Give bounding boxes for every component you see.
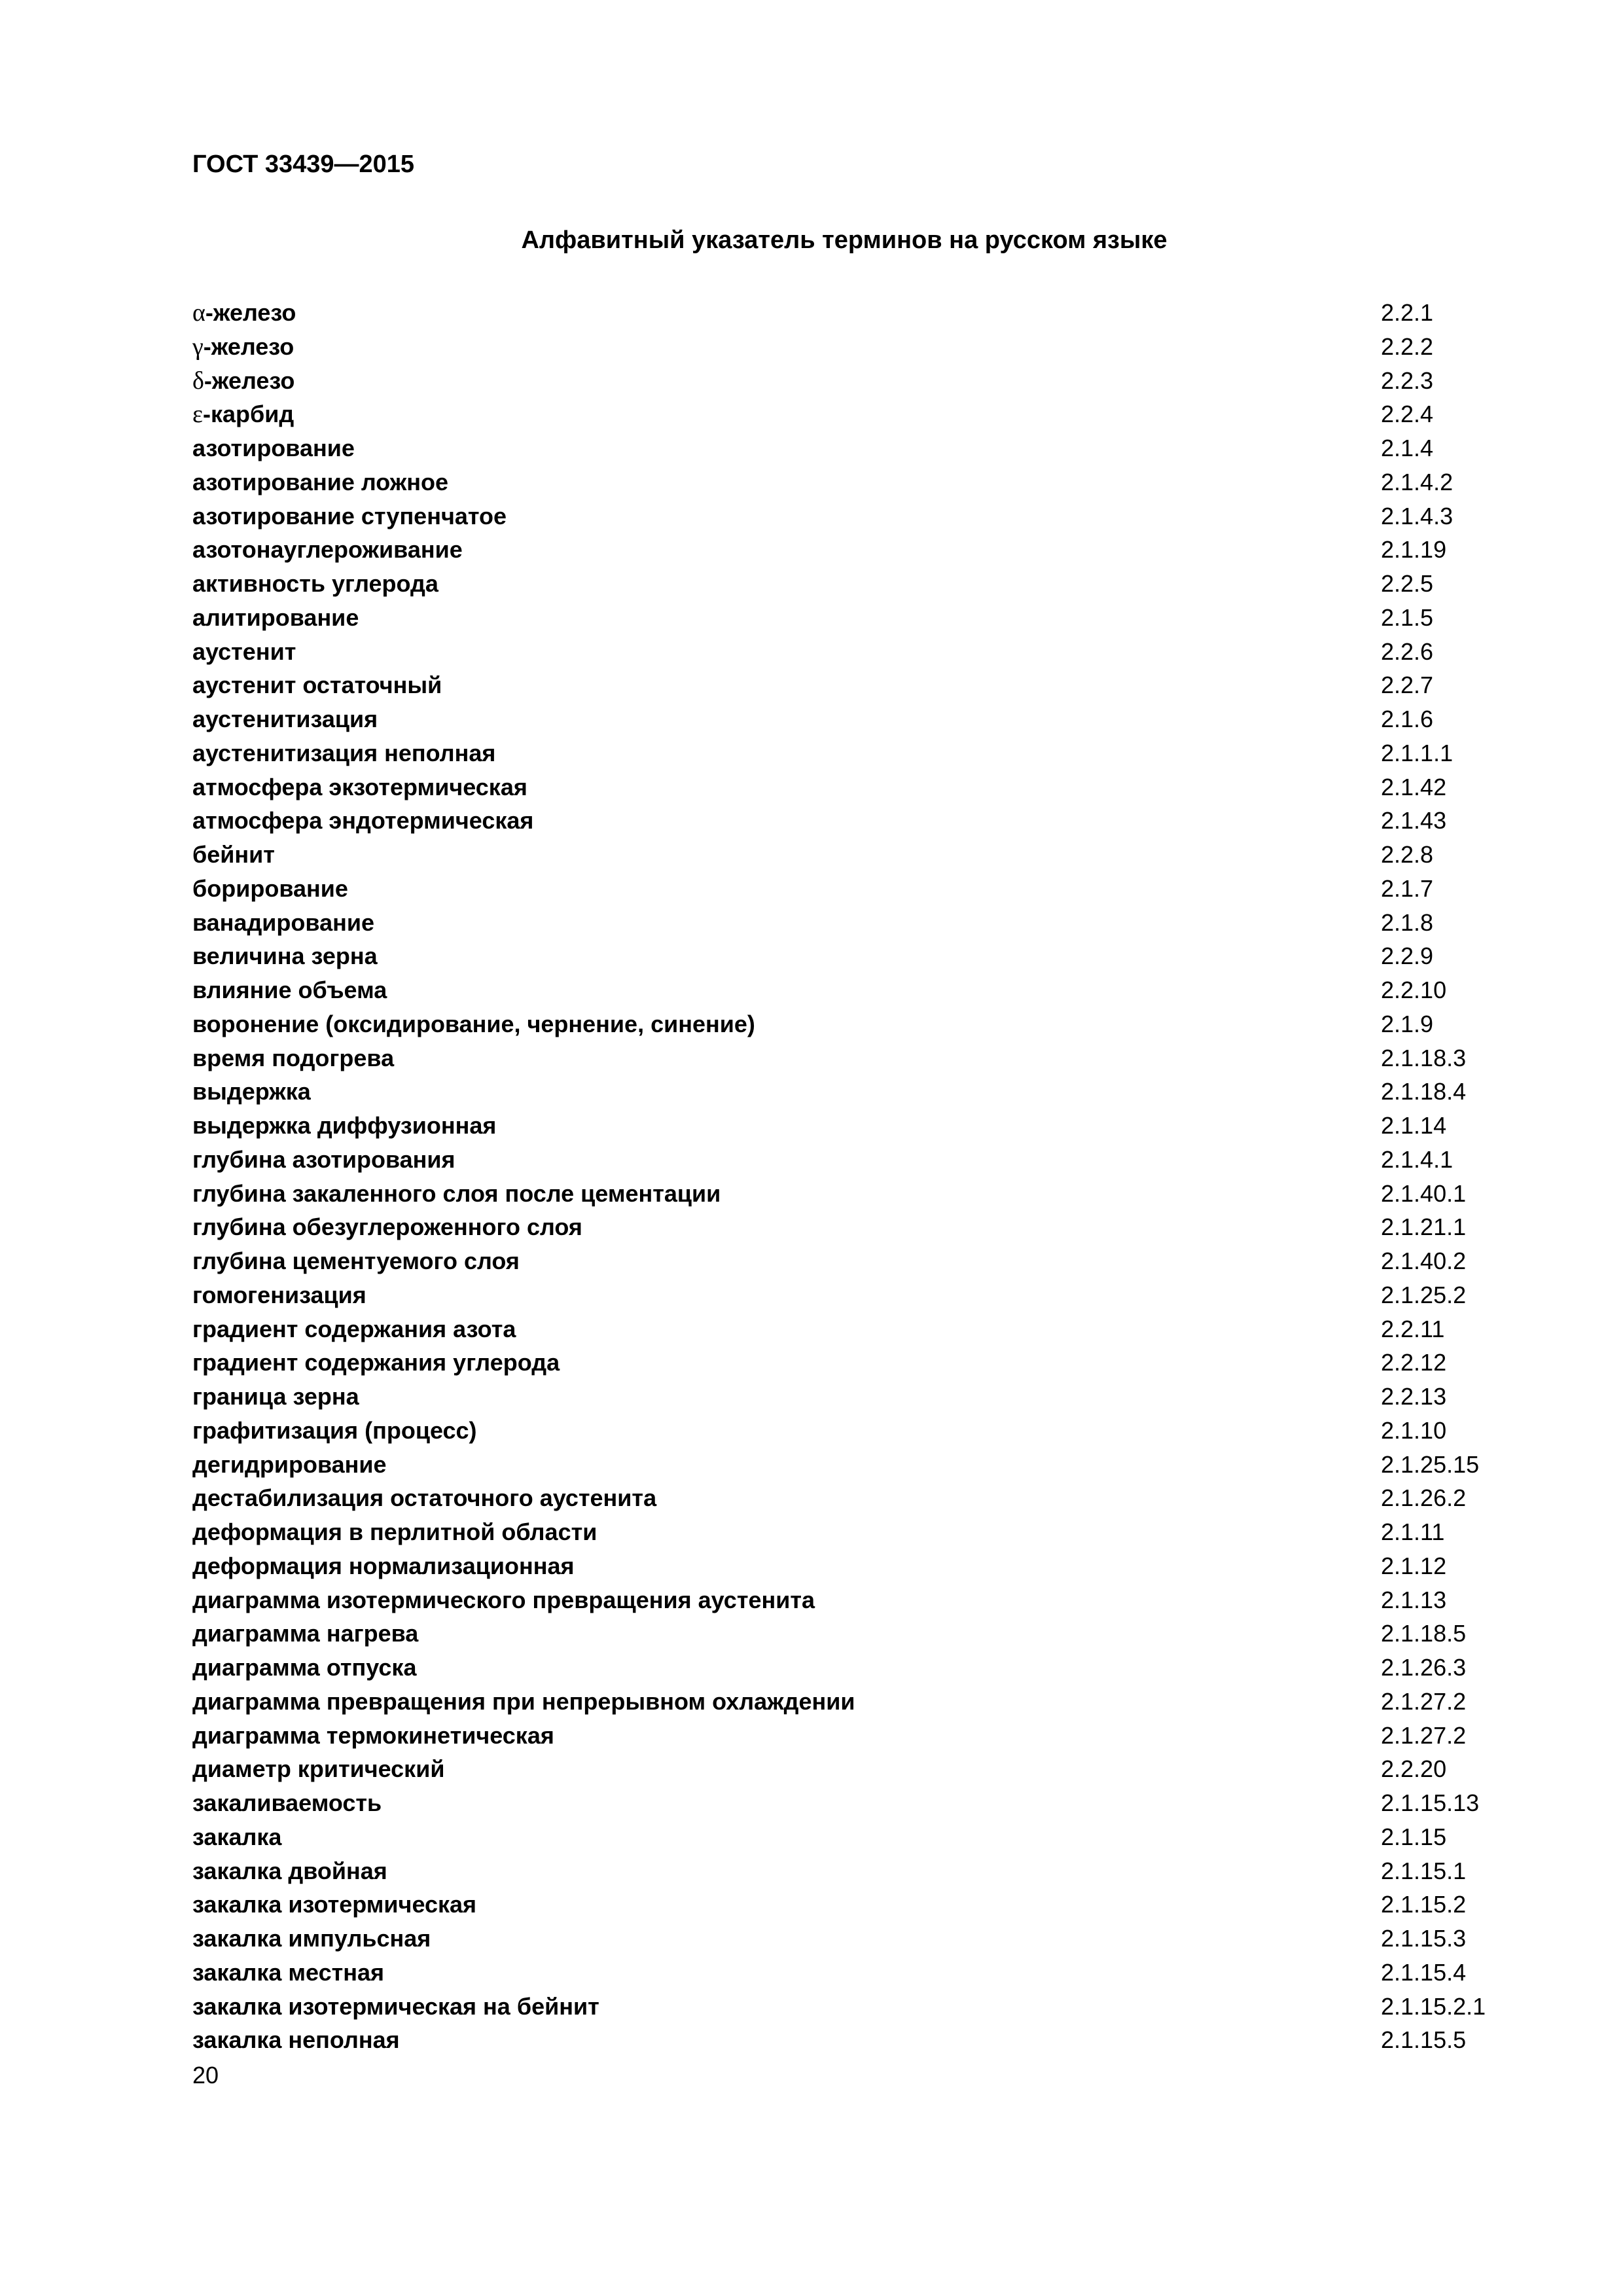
index-term bbox=[192, 702, 378, 736]
index-reference: 2.1.5 bbox=[1381, 603, 1434, 631]
term-text: закалка bbox=[192, 1823, 282, 1850]
index-reference: 2.2.7 bbox=[1381, 672, 1434, 699]
term-text: закалка двойная bbox=[192, 1857, 387, 1884]
index-reference: 2.1.40.1 bbox=[1381, 1179, 1467, 1207]
index-reference: 2.2.5 bbox=[1381, 570, 1434, 597]
index-term bbox=[192, 1786, 382, 1820]
index-entry bbox=[192, 668, 1534, 702]
term-greek-prefix: α bbox=[192, 299, 205, 327]
index-entry bbox=[192, 872, 1534, 906]
index-reference: 2.2.11 bbox=[1381, 1315, 1445, 1342]
term-text: величина зерна bbox=[192, 942, 378, 970]
index-entry bbox=[192, 465, 1534, 499]
term-text: диаграмма нагрева bbox=[192, 1620, 419, 1647]
index-entry bbox=[192, 1075, 1534, 1109]
index-term bbox=[192, 465, 448, 499]
index-reference: 2.1.18.4 bbox=[1381, 1078, 1467, 1105]
term-text: воронение (оксидирование, чернение, синение) bbox=[192, 1010, 755, 1037]
index-term bbox=[192, 1549, 575, 1583]
index-entry bbox=[192, 1143, 1534, 1177]
index-term bbox=[192, 1210, 582, 1244]
term-text: диаграмма термокинетическая bbox=[192, 1721, 554, 1749]
index-reference: 2.2.6 bbox=[1381, 637, 1434, 665]
index-entry bbox=[192, 1244, 1534, 1278]
index-term bbox=[192, 397, 294, 432]
term-text: -железо bbox=[205, 299, 296, 326]
term-text: азотирование ложное bbox=[192, 468, 449, 495]
index-entry bbox=[192, 1583, 1534, 1617]
index-entry bbox=[192, 1515, 1534, 1549]
term-text: графитизация (процесс) bbox=[192, 1416, 477, 1444]
index-entry bbox=[192, 973, 1534, 1007]
index-title: Алфавитный указатель терминов на русском языке bbox=[521, 226, 1168, 254]
index-term bbox=[192, 1278, 366, 1312]
index-reference: 2.1.15.4 bbox=[1381, 1958, 1467, 1986]
index-reference: 2.1.15.2 bbox=[1381, 1891, 1467, 1918]
index-reference: 2.2.2 bbox=[1381, 332, 1434, 360]
index-entry bbox=[192, 838, 1534, 872]
index-entry bbox=[192, 601, 1534, 635]
term-text: -железо bbox=[204, 367, 295, 394]
index-entry bbox=[192, 1380, 1534, 1414]
term-text: гомогенизация bbox=[192, 1281, 366, 1308]
index-reference: 2.1.1.1 bbox=[1381, 739, 1454, 766]
term-text: деформация в перлитной области bbox=[192, 1518, 597, 1545]
index-reference: 2.1.15.1 bbox=[1381, 1857, 1467, 1884]
term-text: закалка импульсная bbox=[192, 1925, 431, 1952]
index-entry bbox=[192, 1956, 1534, 1990]
index-reference: 2.1.27.2 bbox=[1381, 1721, 1467, 1749]
term-text: градиент содержания азота bbox=[192, 1315, 516, 1342]
index-term bbox=[192, 736, 495, 770]
index-reference: 2.1.26.2 bbox=[1381, 1484, 1467, 1512]
term-text: алитирование bbox=[192, 603, 359, 631]
index-entry bbox=[192, 1549, 1534, 1583]
index-reference: 2.2.4 bbox=[1381, 401, 1434, 428]
index-term bbox=[192, 1312, 516, 1346]
index-reference: 2.2.12 bbox=[1381, 1349, 1447, 1376]
index-entry bbox=[192, 499, 1534, 533]
index-reference: 2.1.18.3 bbox=[1381, 1044, 1467, 1071]
index-term bbox=[192, 635, 296, 669]
term-text: аустенитизация bbox=[192, 706, 378, 732]
term-text: диаграмма превращения при непрерывном охлаждении bbox=[192, 1687, 855, 1715]
index-entry bbox=[192, 702, 1534, 736]
term-text: глубина цементуемого слоя bbox=[192, 1247, 520, 1274]
term-text: закалка изотермическая bbox=[192, 1891, 477, 1918]
index-term bbox=[192, 1820, 281, 1854]
index-entry bbox=[192, 1719, 1534, 1753]
index-reference: 2.1.25.15 bbox=[1381, 1450, 1480, 1478]
term-text: активность углерода bbox=[192, 570, 438, 597]
index-reference: 2.2.13 bbox=[1381, 1383, 1447, 1410]
index-term bbox=[192, 1515, 597, 1549]
term-text: аустенит bbox=[192, 637, 296, 665]
index-term bbox=[192, 1922, 431, 1956]
index-reference: 2.1.4.2 bbox=[1381, 468, 1454, 495]
index-reference: 2.1.18.5 bbox=[1381, 1620, 1467, 1647]
index-term bbox=[192, 1481, 656, 1515]
index-entry bbox=[192, 296, 1534, 330]
index-entry bbox=[192, 567, 1534, 601]
index-term bbox=[192, 668, 442, 702]
index-entry bbox=[192, 2023, 1534, 2057]
index-entry bbox=[192, 1210, 1534, 1244]
index-reference: 2.1.6 bbox=[1381, 706, 1434, 732]
term-text: дегидрирование bbox=[192, 1450, 387, 1478]
term-text: ванадирование bbox=[192, 908, 374, 936]
index-entry bbox=[192, 939, 1534, 973]
term-text: закалка неполная bbox=[192, 2026, 400, 2054]
index-term bbox=[192, 1177, 721, 1211]
index-entry bbox=[192, 1481, 1534, 1515]
index-entry bbox=[192, 1278, 1534, 1312]
index-entry bbox=[192, 1414, 1534, 1448]
index-reference: 2.1.21.1 bbox=[1381, 1213, 1467, 1241]
index-entry bbox=[192, 1346, 1534, 1380]
index-term bbox=[192, 2023, 400, 2057]
index-term bbox=[192, 1244, 520, 1278]
term-text: граница зерна bbox=[192, 1383, 359, 1410]
index-entry bbox=[192, 1617, 1534, 1651]
index-reference: 2.1.11 bbox=[1381, 1518, 1445, 1545]
index-term bbox=[192, 1380, 359, 1414]
index-reference: 2.1.40.2 bbox=[1381, 1247, 1467, 1274]
index-term bbox=[192, 330, 294, 365]
term-text: деформация нормализационная bbox=[192, 1552, 575, 1579]
index-entry bbox=[192, 770, 1534, 804]
index-reference: 2.1.15.13 bbox=[1381, 1789, 1480, 1816]
index-entry bbox=[192, 736, 1534, 770]
index-term bbox=[192, 296, 296, 331]
index-reference: 2.2.10 bbox=[1381, 977, 1447, 1003]
index-term bbox=[192, 804, 533, 838]
index-reference: 2.1.26.3 bbox=[1381, 1654, 1467, 1681]
index-entry bbox=[192, 533, 1534, 567]
index-reference: 2.1.4.1 bbox=[1381, 1145, 1454, 1173]
term-text: глубина обезуглероженного слоя bbox=[192, 1213, 582, 1241]
term-text: атмосфера экзотермическая bbox=[192, 773, 527, 800]
index-term bbox=[192, 1651, 416, 1685]
term-text: азотонауглероживание bbox=[192, 536, 463, 564]
index-reference: 2.1.15.5 bbox=[1381, 2026, 1467, 2054]
index-reference: 2.2.1 bbox=[1381, 299, 1434, 326]
index-term bbox=[192, 1685, 855, 1719]
index-term bbox=[192, 1143, 455, 1177]
term-text: закалка изотермическая на бейнит bbox=[192, 1992, 599, 2020]
index-term bbox=[192, 1956, 384, 1990]
term-text: бейнит bbox=[192, 841, 275, 868]
term-text: глубина закаленного слоя после цементации bbox=[192, 1179, 721, 1207]
index-entry bbox=[192, 1312, 1534, 1346]
index-term bbox=[192, 838, 275, 872]
index-reference: 2.2.20 bbox=[1381, 1755, 1447, 1783]
index-entry bbox=[192, 1854, 1534, 1888]
index-reference: 2.1.14 bbox=[1381, 1112, 1447, 1139]
term-text: -карбид bbox=[202, 401, 294, 428]
index-term bbox=[192, 770, 527, 804]
index-term bbox=[192, 1990, 599, 2024]
term-text: азотирование bbox=[192, 435, 355, 461]
index-term bbox=[192, 1346, 560, 1380]
term-text: -железо bbox=[203, 332, 294, 360]
index-reference: 2.1.4 bbox=[1381, 435, 1434, 461]
index-reference: 2.1.15.3 bbox=[1381, 1925, 1467, 1952]
index-term bbox=[192, 601, 359, 635]
index-reference: 2.1.12 bbox=[1381, 1552, 1447, 1579]
term-text: выдержка диффузионная bbox=[192, 1112, 497, 1139]
term-text: диаграмма изотермического превращения аустенита bbox=[192, 1586, 815, 1613]
index-reference: 2.1.19 bbox=[1381, 536, 1447, 564]
index-entry bbox=[192, 1007, 1534, 1041]
index-term bbox=[192, 1414, 477, 1448]
index-entry bbox=[192, 804, 1534, 838]
term-text: время подогрева bbox=[192, 1044, 395, 1071]
index-term bbox=[192, 872, 348, 906]
index-entry bbox=[192, 1990, 1534, 2024]
index-term bbox=[192, 533, 463, 567]
index-reference: 2.1.15.2.1 bbox=[1381, 1992, 1486, 2020]
term-text: глубина азотирования bbox=[192, 1145, 455, 1173]
index-reference: 2.1.15 bbox=[1381, 1823, 1447, 1850]
index-term bbox=[192, 1617, 418, 1651]
term-text: влияние объема bbox=[192, 977, 387, 1003]
index-entry bbox=[192, 431, 1534, 465]
index-entry bbox=[192, 1109, 1534, 1143]
index-entry bbox=[192, 1922, 1534, 1956]
index-reference: 2.2.3 bbox=[1381, 367, 1434, 394]
index-term bbox=[192, 1075, 311, 1109]
index-term bbox=[192, 1719, 554, 1753]
term-text: градиент содержания углерода bbox=[192, 1349, 560, 1376]
index-entry bbox=[192, 1448, 1534, 1482]
index-reference: 2.2.8 bbox=[1381, 841, 1434, 868]
index-reference: 2.1.43 bbox=[1381, 807, 1447, 834]
index-reference: 2.2.9 bbox=[1381, 942, 1434, 970]
index-term bbox=[192, 1888, 476, 1922]
index-term bbox=[192, 1752, 444, 1786]
index-entry bbox=[192, 1786, 1534, 1820]
term-text: борирование bbox=[192, 874, 348, 902]
term-text: атмосфера эндотермическая bbox=[192, 807, 534, 834]
index-entry bbox=[192, 397, 1534, 431]
index-entry bbox=[192, 330, 1534, 364]
index-entry bbox=[192, 1651, 1534, 1685]
term-index-list bbox=[192, 296, 1534, 2057]
index-term bbox=[192, 939, 378, 973]
index-entry bbox=[192, 1041, 1534, 1075]
index-entry bbox=[192, 635, 1534, 669]
index-term bbox=[192, 1109, 496, 1143]
index-entry bbox=[192, 364, 1534, 398]
index-term bbox=[192, 1448, 387, 1482]
index-term bbox=[192, 499, 507, 533]
standard-designation: ГОСТ 33439—2015 bbox=[192, 151, 415, 178]
index-reference: 2.1.42 bbox=[1381, 773, 1447, 800]
term-text: закалка местная bbox=[192, 1958, 384, 1986]
index-reference: 2.1.4.3 bbox=[1381, 502, 1454, 529]
term-text: аустенитизация неполная bbox=[192, 739, 496, 766]
index-entry bbox=[192, 906, 1534, 940]
page-number: 20 bbox=[192, 2062, 219, 2089]
index-reference: 2.1.25.2 bbox=[1381, 1281, 1467, 1308]
term-text: аустенит остаточный bbox=[192, 672, 442, 699]
index-entry bbox=[192, 1685, 1534, 1719]
term-text: диаграмма отпуска bbox=[192, 1654, 417, 1681]
term-greek-prefix: γ bbox=[192, 332, 204, 361]
index-term bbox=[192, 431, 355, 465]
index-reference: 2.1.9 bbox=[1381, 1010, 1434, 1037]
term-text: дестабилизация остаточного аустенита bbox=[192, 1484, 657, 1512]
term-text: диаметр критический bbox=[192, 1755, 445, 1783]
index-term bbox=[192, 1041, 394, 1075]
index-reference: 2.1.10 bbox=[1381, 1416, 1447, 1444]
index-reference: 2.1.7 bbox=[1381, 874, 1434, 902]
index-term bbox=[192, 906, 374, 940]
index-entry bbox=[192, 1752, 1534, 1786]
index-reference: 2.1.8 bbox=[1381, 908, 1434, 936]
term-text: выдержка bbox=[192, 1078, 311, 1105]
term-text: закаливаемость bbox=[192, 1789, 382, 1816]
index-term bbox=[192, 364, 294, 399]
index-term bbox=[192, 567, 438, 601]
index-term bbox=[192, 1854, 387, 1888]
index-entry bbox=[192, 1177, 1534, 1211]
term-text: азотирование ступенчатое bbox=[192, 502, 507, 529]
index-term bbox=[192, 1007, 755, 1041]
term-greek-prefix: δ bbox=[192, 367, 204, 395]
index-entry bbox=[192, 1820, 1534, 1854]
index-entry bbox=[192, 1888, 1534, 1922]
index-reference: 2.1.13 bbox=[1381, 1586, 1447, 1613]
index-reference: 2.1.27.2 bbox=[1381, 1687, 1467, 1715]
index-term bbox=[192, 973, 387, 1007]
index-term bbox=[192, 1583, 815, 1617]
term-greek-prefix: ε bbox=[192, 401, 203, 429]
